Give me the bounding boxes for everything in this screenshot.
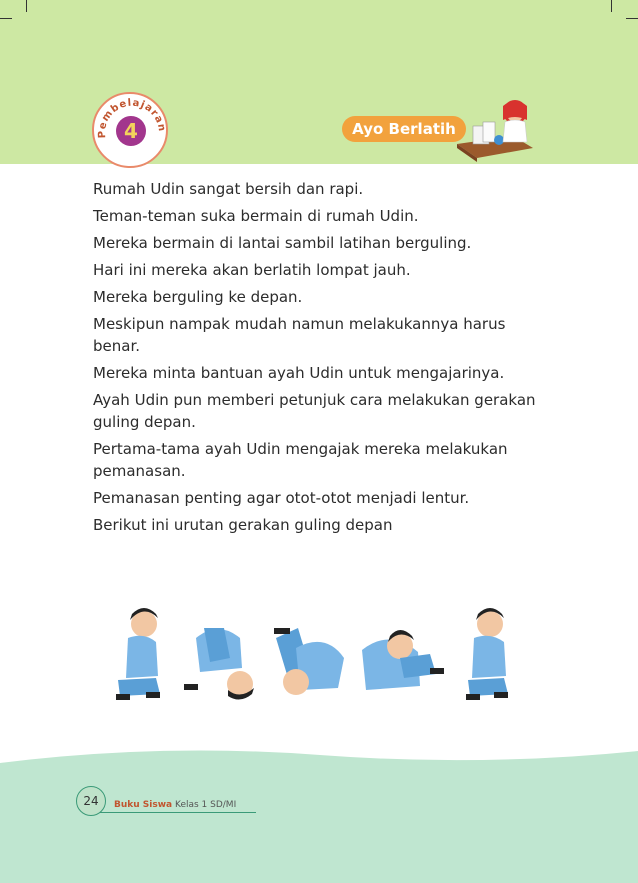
lesson-badge: [92, 92, 168, 168]
crop-mark: [611, 0, 612, 12]
lesson-label: Pembelajaran: [96, 97, 168, 139]
forward-roll-sequence-illustration: [100, 598, 520, 718]
book-subtitle: Kelas 1 SD/MI: [174, 800, 237, 810]
book-title: Buku Siswa: [114, 800, 173, 810]
roll-step-tuck: [184, 628, 254, 700]
footer-book-info: [114, 800, 236, 810]
practice-label: Ayo Berlatih: [342, 116, 466, 142]
crop-mark: [0, 18, 12, 19]
roll-step-roll: [274, 628, 344, 695]
story-paragraph: Berikut ini urutan gerakan guling depan: [93, 516, 393, 534]
lesson-number: 4: [116, 116, 146, 146]
story-paragraph: Ayah Udin pun memberi petunjuk cara melakukan gerakan guling depan.: [93, 391, 536, 431]
story-paragraph: Teman-teman suka bermain di rumah Udin.: [93, 207, 419, 225]
story-text: [93, 178, 543, 541]
roll-step-finish: [466, 608, 508, 700]
story-paragraph: Pertama-tama ayah Udin mengajak mereka melakukan pemanasan.: [93, 440, 508, 480]
story-paragraph: Mereka berguling ke depan.: [93, 288, 303, 306]
story-paragraph: Hari ini mereka akan berlatih lompat jauh.: [93, 261, 411, 279]
crop-mark: [626, 18, 638, 19]
girl-studying-illustration: [455, 92, 535, 164]
story-paragraph: Pemanasan penting agar otot-otot menjadi lentur.: [93, 489, 470, 507]
story-paragraph: Rumah Udin sangat bersih dan rapi.: [93, 180, 364, 198]
footer-divider: [100, 812, 256, 813]
page-number: 24: [76, 786, 106, 816]
roll-step-rise: [362, 630, 444, 690]
story-paragraph: Mereka bermain di lantai sambil latihan berguling.: [93, 234, 472, 252]
story-paragraph: Meskipun nampak mudah namun melakukannya harus benar.: [93, 315, 506, 355]
crop-mark: [26, 0, 27, 12]
story-paragraph: Mereka minta bantuan ayah Udin untuk mengajarinya.: [93, 364, 505, 382]
roll-step-squat: [116, 608, 160, 700]
